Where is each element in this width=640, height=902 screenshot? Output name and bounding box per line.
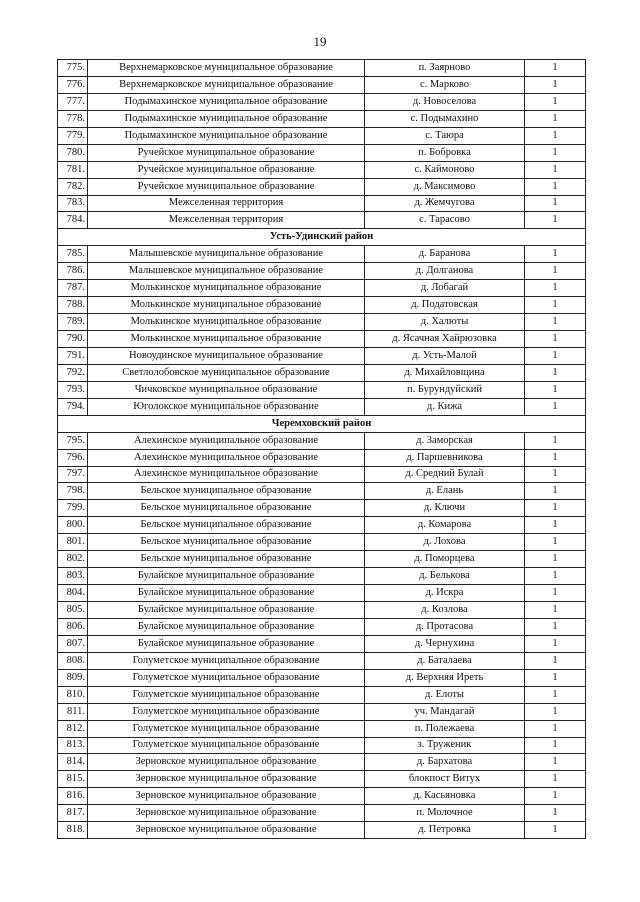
count-cell: 1 (525, 178, 586, 195)
municipality-cell: Малышевское муниципальное образование (88, 263, 365, 280)
municipality-cell: Булайское муниципальное образование (88, 568, 365, 585)
table-row (58, 280, 586, 297)
municipality-cell: Алехинское муниципальное образование (88, 449, 365, 466)
row-number: 798. (58, 483, 88, 500)
row-number: 784. (58, 212, 88, 229)
table-row (58, 703, 586, 720)
count-cell: 1 (525, 314, 586, 331)
municipality-cell: Голуметское муниципальное образование (88, 652, 365, 669)
locality-cell: д. Козлова (365, 602, 525, 619)
page-number: 19 (313, 34, 327, 49)
count-cell: 1 (525, 822, 586, 839)
row-number: 782. (58, 178, 88, 195)
municipality-cell: Подымахинское муниципальное образование (88, 110, 365, 127)
count-cell: 1 (525, 161, 586, 178)
table-row (58, 500, 586, 517)
table-row (58, 686, 586, 703)
table-row (58, 331, 586, 348)
locality-cell: д. Податовская (365, 297, 525, 314)
municipality-cell: Межселенная территория (88, 212, 365, 229)
count-cell: 1 (525, 602, 586, 619)
municipality-cell: Молькинское муниципальное образование (88, 314, 365, 331)
table-row (58, 178, 586, 195)
count-cell: 1 (525, 364, 586, 381)
table-row (58, 534, 586, 551)
locality-cell: д. Петровка (365, 822, 525, 839)
locality-cell: д. Искра (365, 585, 525, 602)
row-number: 803. (58, 568, 88, 585)
locality-cell: д. Новоселова (365, 93, 525, 110)
municipality-cell: Новоудинское муниципальное образование (88, 347, 365, 364)
row-number: 811. (58, 703, 88, 720)
municipality-cell: Булайское муниципальное образование (88, 618, 365, 635)
count-cell: 1 (525, 737, 586, 754)
count-cell: 1 (525, 771, 586, 788)
municipality-cell: Молькинское муниципальное образование (88, 331, 365, 348)
row-number: 795. (58, 432, 88, 449)
count-cell: 1 (525, 144, 586, 161)
locality-cell: д. Халюты (365, 314, 525, 331)
municipality-cell: Зерновское муниципальное образование (88, 805, 365, 822)
count-cell: 1 (525, 585, 586, 602)
locality-cell: с. Каймоново (365, 161, 525, 178)
table-row (58, 771, 586, 788)
table-row (58, 449, 586, 466)
locality-cell: с. Подымахино (365, 110, 525, 127)
locality-cell: п. Полежаева (365, 720, 525, 737)
table-row (58, 314, 586, 331)
row-number: 817. (58, 805, 88, 822)
locality-cell: д. Ясачная Хайрюзовка (365, 331, 525, 348)
count-cell: 1 (525, 618, 586, 635)
table-row (58, 551, 586, 568)
table-row (58, 110, 586, 127)
locality-cell: с. Тарасово (365, 212, 525, 229)
locality-cell: п. Молочное (365, 805, 525, 822)
count-cell: 1 (525, 652, 586, 669)
count-cell: 1 (525, 805, 586, 822)
count-cell: 1 (525, 212, 586, 229)
count-cell: 1 (525, 534, 586, 551)
municipality-cell: Бельское муниципальное образование (88, 534, 365, 551)
municipality-cell: Светлолобовское муниципальное образование (88, 364, 365, 381)
count-cell: 1 (525, 195, 586, 212)
row-number: 806. (58, 618, 88, 635)
municipality-cell: Голуметское муниципальное образование (88, 737, 365, 754)
table-row (58, 788, 586, 805)
table-row (58, 212, 586, 229)
table-row (58, 60, 586, 77)
settlements-table (57, 59, 586, 839)
locality-cell: п. Бобровка (365, 144, 525, 161)
count-cell: 1 (525, 263, 586, 280)
locality-cell: д. Средний Булай (365, 466, 525, 483)
district-header-row (58, 229, 586, 246)
municipality-cell: Булайское муниципальное образование (88, 635, 365, 652)
municipality-cell: Голуметское муниципальное образование (88, 703, 365, 720)
locality-cell: д. Максимово (365, 178, 525, 195)
municipality-cell: Бельское муниципальное образование (88, 551, 365, 568)
row-number: 783. (58, 195, 88, 212)
count-cell: 1 (525, 432, 586, 449)
table-row (58, 297, 586, 314)
locality-cell: с. Марково (365, 76, 525, 93)
count-cell: 1 (525, 754, 586, 771)
row-number: 799. (58, 500, 88, 517)
count-cell: 1 (525, 381, 586, 398)
count-cell: 1 (525, 449, 586, 466)
table-row (58, 76, 586, 93)
locality-cell: д. Кижа (365, 398, 525, 415)
municipality-cell: Голуметское муниципальное образование (88, 669, 365, 686)
row-number: 781. (58, 161, 88, 178)
row-number: 801. (58, 534, 88, 551)
count-cell: 1 (525, 669, 586, 686)
municipality-cell: Верхнемарковское муниципальное образование (88, 76, 365, 93)
count-cell: 1 (525, 60, 586, 77)
table-row (58, 466, 586, 483)
count-cell: 1 (525, 551, 586, 568)
count-cell: 1 (525, 280, 586, 297)
municipality-cell: Булайское муниципальное образование (88, 602, 365, 619)
row-number: 804. (58, 585, 88, 602)
locality-cell: д. Баталаева (365, 652, 525, 669)
locality-cell: д. Протасова (365, 618, 525, 635)
row-number: 789. (58, 314, 88, 331)
locality-cell: з. Труженик (365, 737, 525, 754)
count-cell: 1 (525, 635, 586, 652)
municipality-cell: Юголокское муниципальное образование (88, 398, 365, 415)
table-row (58, 144, 586, 161)
row-number: 814. (58, 754, 88, 771)
municipality-cell: Зерновское муниципальное образование (88, 771, 365, 788)
municipality-cell: Межселенная территория (88, 195, 365, 212)
count-cell: 1 (525, 127, 586, 144)
table-row (58, 720, 586, 737)
count-cell: 1 (525, 331, 586, 348)
row-number: 796. (58, 449, 88, 466)
district-title: Черемховский район (58, 415, 586, 432)
table-row (58, 364, 586, 381)
locality-cell: д. Баранова (365, 246, 525, 263)
table-row (58, 517, 586, 534)
locality-cell: д. Верхняя Иреть (365, 669, 525, 686)
table-row (58, 398, 586, 415)
row-number: 778. (58, 110, 88, 127)
locality-cell: д. Чернухина (365, 635, 525, 652)
count-cell: 1 (525, 347, 586, 364)
count-cell: 1 (525, 703, 586, 720)
locality-cell: д. Комарова (365, 517, 525, 534)
row-number: 797. (58, 466, 88, 483)
count-cell: 1 (525, 76, 586, 93)
locality-cell: блокпост Витух (365, 771, 525, 788)
row-number: 792. (58, 364, 88, 381)
count-cell: 1 (525, 246, 586, 263)
locality-cell: д. Елоты (365, 686, 525, 703)
count-cell: 1 (525, 466, 586, 483)
municipality-cell: Зерновское муниципальное образование (88, 754, 365, 771)
row-number: 815. (58, 771, 88, 788)
municipality-cell: Подымахинское муниципальное образование (88, 127, 365, 144)
count-cell: 1 (525, 568, 586, 585)
locality-cell: д. Усть-Малой (365, 347, 525, 364)
municipality-cell: Молькинское муниципальное образование (88, 297, 365, 314)
table-row (58, 754, 586, 771)
row-number: 780. (58, 144, 88, 161)
row-number: 785. (58, 246, 88, 263)
row-number: 791. (58, 347, 88, 364)
table-row (58, 347, 586, 364)
row-number: 786. (58, 263, 88, 280)
table-body (58, 60, 586, 839)
row-number: 790. (58, 331, 88, 348)
municipality-cell: Зерновское муниципальное образование (88, 788, 365, 805)
locality-cell: д. Жемчугова (365, 195, 525, 212)
municipality-cell: Булайское муниципальное образование (88, 585, 365, 602)
table-row (58, 263, 586, 280)
locality-cell: д. Елань (365, 483, 525, 500)
locality-cell: д. Бархатова (365, 754, 525, 771)
row-number: 805. (58, 602, 88, 619)
count-cell: 1 (525, 297, 586, 314)
locality-cell: д. Лохова (365, 534, 525, 551)
table-row (58, 652, 586, 669)
municipality-cell: Голуметское муниципальное образование (88, 686, 365, 703)
municipality-cell: Ручейское муниципальное образование (88, 178, 365, 195)
row-number: 812. (58, 720, 88, 737)
count-cell: 1 (525, 110, 586, 127)
row-number: 794. (58, 398, 88, 415)
row-number: 776. (58, 76, 88, 93)
locality-cell: д. Касьяновка (365, 788, 525, 805)
table-row (58, 618, 586, 635)
row-number: 779. (58, 127, 88, 144)
locality-cell: д. Михайловщина (365, 364, 525, 381)
locality-cell: п. Заярново (365, 60, 525, 77)
table-row (58, 195, 586, 212)
table-row (58, 737, 586, 754)
municipality-cell: Верхнемарковское муниципальное образование (88, 60, 365, 77)
table-row (58, 161, 586, 178)
row-number: 775. (58, 60, 88, 77)
table-row (58, 432, 586, 449)
table-row (58, 635, 586, 652)
table-row (58, 483, 586, 500)
locality-cell: д. Белькова (365, 568, 525, 585)
table-row (58, 805, 586, 822)
row-number: 808. (58, 652, 88, 669)
count-cell: 1 (525, 517, 586, 534)
table-row (58, 246, 586, 263)
count-cell: 1 (525, 686, 586, 703)
table-row (58, 381, 586, 398)
municipality-cell: Ручейское муниципальное образование (88, 161, 365, 178)
table-row (58, 822, 586, 839)
row-number: 777. (58, 93, 88, 110)
municipality-cell: Подымахинское муниципальное образование (88, 93, 365, 110)
municipality-cell: Молькинское муниципальное образование (88, 280, 365, 297)
locality-cell: д. Паршевникова (365, 449, 525, 466)
count-cell: 1 (525, 398, 586, 415)
row-number: 800. (58, 517, 88, 534)
locality-cell: д. Лобагай (365, 280, 525, 297)
locality-cell: с. Таюра (365, 127, 525, 144)
row-number: 807. (58, 635, 88, 652)
municipality-cell: Бельское муниципальное образование (88, 483, 365, 500)
row-number: 788. (58, 297, 88, 314)
table-row (58, 568, 586, 585)
locality-cell: д. Ключи (365, 500, 525, 517)
count-cell: 1 (525, 483, 586, 500)
row-number: 818. (58, 822, 88, 839)
table-row (58, 602, 586, 619)
locality-cell: д. Долганова (365, 263, 525, 280)
municipality-cell: Чичковское муниципальное образование (88, 381, 365, 398)
count-cell: 1 (525, 720, 586, 737)
table-row (58, 585, 586, 602)
row-number: 802. (58, 551, 88, 568)
municipality-cell: Малышевское муниципальное образование (88, 246, 365, 263)
municipality-cell: Зерновское муниципальное образование (88, 822, 365, 839)
locality-cell: уч. Мандагай (365, 703, 525, 720)
municipality-cell: Бельское муниципальное образование (88, 517, 365, 534)
locality-cell: д. Заморская (365, 432, 525, 449)
row-number: 810. (58, 686, 88, 703)
row-number: 793. (58, 381, 88, 398)
count-cell: 1 (525, 93, 586, 110)
table-row (58, 127, 586, 144)
count-cell: 1 (525, 788, 586, 805)
row-number: 787. (58, 280, 88, 297)
locality-cell: д. Поморцева (365, 551, 525, 568)
table-row (58, 93, 586, 110)
count-cell: 1 (525, 500, 586, 517)
locality-cell: п. Бурундуйский (365, 381, 525, 398)
municipality-cell: Алехинское муниципальное образование (88, 432, 365, 449)
row-number: 813. (58, 737, 88, 754)
municipality-cell: Ручейское муниципальное образование (88, 144, 365, 161)
district-header-row (58, 415, 586, 432)
municipality-cell: Алехинское муниципальное образование (88, 466, 365, 483)
municipality-cell: Голуметское муниципальное образование (88, 720, 365, 737)
row-number: 809. (58, 669, 88, 686)
row-number: 816. (58, 788, 88, 805)
municipality-cell: Бельское муниципальное образование (88, 500, 365, 517)
table-row (58, 669, 586, 686)
district-title: Усть-Удинский район (58, 229, 586, 246)
